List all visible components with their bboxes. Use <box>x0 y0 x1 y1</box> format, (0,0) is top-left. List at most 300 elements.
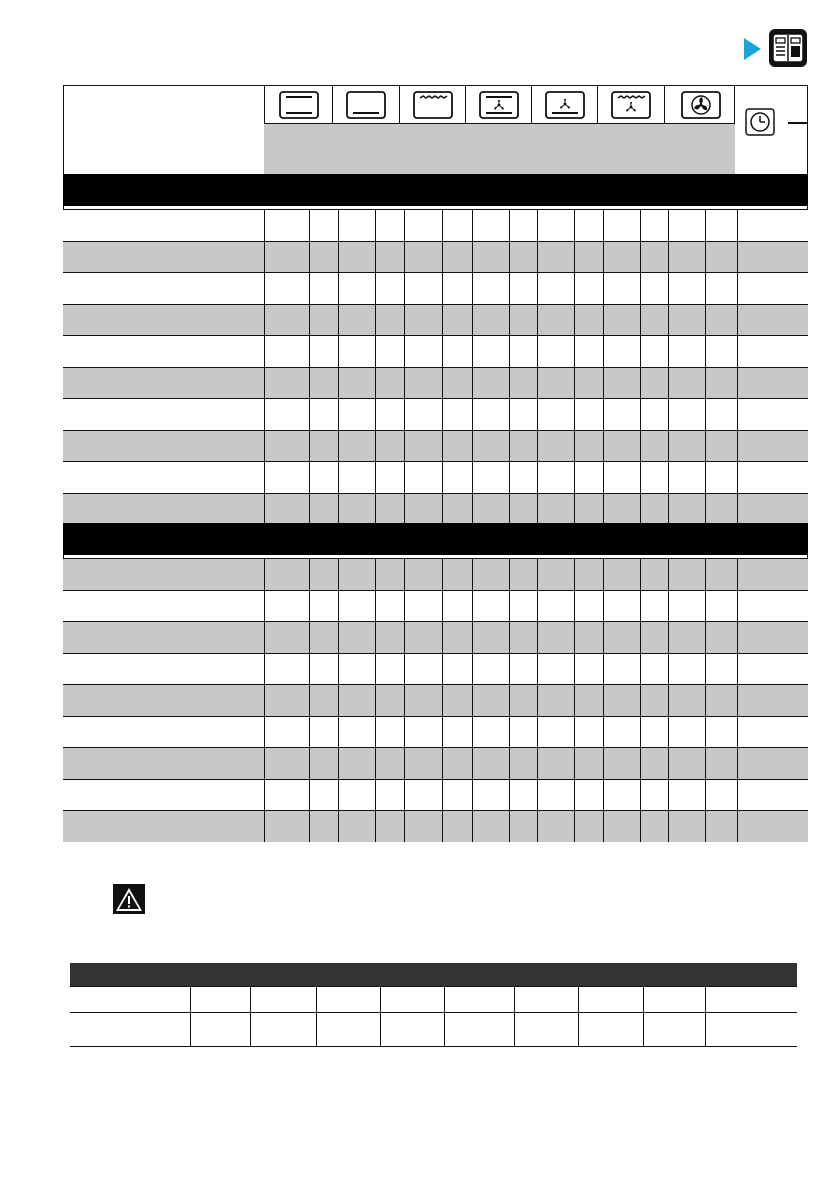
column-divider <box>640 685 641 716</box>
column-divider <box>668 685 669 716</box>
top-heat-fan-icon <box>466 86 532 124</box>
table-row <box>63 590 808 622</box>
column-divider <box>640 336 641 367</box>
column-divider <box>574 654 575 685</box>
column-divider <box>309 336 310 367</box>
column-divider <box>668 748 669 779</box>
column-divider <box>537 748 538 779</box>
column-divider <box>668 273 669 304</box>
column-divider <box>737 242 738 273</box>
column-divider <box>537 591 538 622</box>
clock-icon <box>745 108 775 136</box>
column-divider <box>509 210 510 241</box>
column-divider <box>509 748 510 779</box>
column-divider <box>574 811 575 842</box>
column-divider <box>603 431 604 462</box>
column-divider <box>309 399 310 430</box>
column-divider <box>640 748 641 779</box>
column-divider <box>442 305 443 336</box>
column-divider <box>442 685 443 716</box>
column-divider <box>737 336 738 367</box>
column-divider <box>309 494 310 525</box>
column-divider <box>338 559 339 590</box>
column-divider <box>309 559 310 590</box>
column-divider <box>264 336 265 367</box>
column-divider <box>375 494 376 525</box>
column-divider <box>578 987 579 1012</box>
column-divider <box>264 273 265 304</box>
column-divider <box>737 494 738 525</box>
column-divider <box>737 368 738 399</box>
column-divider <box>264 305 265 336</box>
column-divider <box>640 273 641 304</box>
column-divider <box>668 559 669 590</box>
column-divider <box>603 748 604 779</box>
column-divider <box>668 654 669 685</box>
column-divider <box>603 622 604 653</box>
column-divider <box>338 780 339 811</box>
column-divider <box>603 717 604 748</box>
column-divider <box>472 717 473 748</box>
column-divider <box>404 780 405 811</box>
column-divider <box>375 622 376 653</box>
column-divider <box>705 622 706 653</box>
column-divider <box>668 305 669 336</box>
summary-table-row <box>70 1012 797 1046</box>
column-divider <box>509 494 510 525</box>
column-divider <box>190 987 191 1012</box>
column-divider <box>537 685 538 716</box>
column-divider <box>404 748 405 779</box>
column-divider <box>264 431 265 462</box>
column-divider <box>668 780 669 811</box>
table-row <box>63 398 808 430</box>
column-divider <box>537 811 538 842</box>
column-divider <box>574 462 575 493</box>
column-divider <box>574 273 575 304</box>
column-divider <box>603 336 604 367</box>
column-divider <box>668 368 669 399</box>
column-divider <box>705 368 706 399</box>
column-divider <box>442 748 443 779</box>
column-divider <box>309 717 310 748</box>
column-divider <box>309 242 310 273</box>
column-divider <box>574 622 575 653</box>
column-divider <box>705 717 706 748</box>
column-divider <box>705 242 706 273</box>
column-divider <box>640 462 641 493</box>
column-divider <box>705 494 706 525</box>
column-divider <box>264 685 265 716</box>
column-divider <box>404 399 405 430</box>
column-divider <box>514 987 515 1012</box>
column-divider <box>375 559 376 590</box>
column-divider <box>574 368 575 399</box>
column-divider <box>668 462 669 493</box>
column-divider <box>444 1013 445 1046</box>
column-divider <box>264 368 265 399</box>
column-divider <box>444 987 445 1012</box>
column-divider <box>705 336 706 367</box>
column-divider <box>338 654 339 685</box>
column-divider <box>509 368 510 399</box>
table-row <box>63 684 808 716</box>
column-divider <box>338 811 339 842</box>
column-divider <box>404 654 405 685</box>
column-divider <box>264 622 265 653</box>
column-divider <box>668 210 669 241</box>
column-divider <box>705 811 706 842</box>
warning-triangle-icon <box>113 884 145 914</box>
column-divider <box>264 559 265 590</box>
function-header-band <box>264 123 735 174</box>
column-divider <box>375 748 376 779</box>
column-divider <box>404 591 405 622</box>
column-divider <box>250 987 251 1012</box>
column-divider <box>264 717 265 748</box>
column-divider <box>705 273 706 304</box>
column-divider <box>705 559 706 590</box>
column-divider <box>705 780 706 811</box>
column-divider <box>737 748 738 779</box>
column-divider <box>264 242 265 273</box>
column-divider <box>309 748 310 779</box>
column-divider <box>737 811 738 842</box>
column-divider <box>338 336 339 367</box>
column-divider <box>375 273 376 304</box>
column-divider <box>705 987 706 1012</box>
column-divider <box>537 717 538 748</box>
column-divider <box>514 1013 515 1046</box>
column-divider <box>472 780 473 811</box>
bottom-heat-fan-icon <box>532 86 598 124</box>
column-divider <box>537 273 538 304</box>
column-divider <box>264 399 265 430</box>
column-divider <box>737 305 738 336</box>
column-divider <box>472 591 473 622</box>
column-divider <box>509 685 510 716</box>
column-divider <box>574 399 575 430</box>
column-divider <box>574 336 575 367</box>
column-divider <box>264 494 265 525</box>
column-divider <box>190 1013 191 1046</box>
column-divider <box>309 685 310 716</box>
column-divider <box>375 431 376 462</box>
table-row <box>63 241 808 273</box>
column-divider <box>264 811 265 842</box>
table-row <box>63 430 808 462</box>
column-divider <box>375 462 376 493</box>
summary-table-header <box>70 963 797 986</box>
section-header-bar <box>63 174 808 206</box>
column-divider <box>603 654 604 685</box>
column-divider <box>375 591 376 622</box>
play-arrow-icon[interactable] <box>744 38 761 60</box>
column-divider <box>603 811 604 842</box>
column-divider <box>509 305 510 336</box>
column-divider <box>537 462 538 493</box>
column-divider <box>574 242 575 273</box>
column-divider <box>705 462 706 493</box>
column-divider <box>509 336 510 367</box>
column-divider <box>537 431 538 462</box>
column-divider <box>338 494 339 525</box>
column-divider <box>705 685 706 716</box>
column-divider <box>640 717 641 748</box>
column-divider <box>668 811 669 842</box>
column-divider <box>264 210 265 241</box>
column-divider <box>603 242 604 273</box>
column-divider <box>442 210 443 241</box>
column-divider <box>737 591 738 622</box>
column-divider <box>309 622 310 653</box>
column-divider <box>264 780 265 811</box>
column-divider <box>574 748 575 779</box>
column-divider <box>338 717 339 748</box>
column-divider <box>264 654 265 685</box>
column-divider <box>309 305 310 336</box>
column-divider <box>640 242 641 273</box>
column-divider <box>603 591 604 622</box>
column-divider <box>404 273 405 304</box>
column-divider <box>404 685 405 716</box>
column-divider <box>375 811 376 842</box>
column-divider <box>537 654 538 685</box>
column-divider <box>472 685 473 716</box>
column-divider <box>375 685 376 716</box>
table-row <box>63 779 808 811</box>
column-divider <box>640 559 641 590</box>
column-divider <box>264 591 265 622</box>
column-divider <box>640 654 641 685</box>
column-divider <box>338 462 339 493</box>
column-divider <box>404 717 405 748</box>
column-divider <box>472 494 473 525</box>
column-divider <box>338 305 339 336</box>
column-divider <box>442 780 443 811</box>
column-divider <box>668 242 669 273</box>
column-divider <box>509 399 510 430</box>
column-divider <box>375 305 376 336</box>
column-divider <box>737 780 738 811</box>
column-divider <box>737 685 738 716</box>
table-row <box>63 335 808 367</box>
column-divider <box>640 811 641 842</box>
column-divider <box>509 273 510 304</box>
column-divider <box>472 462 473 493</box>
column-divider <box>309 210 310 241</box>
column-divider <box>705 748 706 779</box>
column-divider <box>640 399 641 430</box>
column-divider <box>574 685 575 716</box>
table-row <box>63 272 808 304</box>
column-divider <box>404 622 405 653</box>
column-divider <box>309 654 310 685</box>
column-divider <box>375 399 376 430</box>
column-divider <box>705 305 706 336</box>
column-divider <box>375 780 376 811</box>
column-divider <box>404 494 405 525</box>
column-divider <box>442 559 443 590</box>
column-divider <box>537 305 538 336</box>
column-divider <box>640 210 641 241</box>
column-divider <box>442 654 443 685</box>
column-divider <box>643 1013 644 1046</box>
column-divider <box>668 399 669 430</box>
column-divider <box>509 654 510 685</box>
column-divider <box>537 368 538 399</box>
column-divider <box>442 494 443 525</box>
grill-fan-icon <box>598 86 665 124</box>
column-divider <box>537 559 538 590</box>
column-divider <box>603 399 604 430</box>
column-divider <box>668 622 669 653</box>
column-divider <box>509 811 510 842</box>
column-divider <box>338 368 339 399</box>
column-divider <box>404 811 405 842</box>
column-divider <box>509 780 510 811</box>
column-divider <box>668 494 669 525</box>
column-divider <box>574 717 575 748</box>
column-divider <box>668 431 669 462</box>
column-divider <box>338 210 339 241</box>
column-divider <box>509 242 510 273</box>
column-divider <box>472 210 473 241</box>
column-divider <box>309 591 310 622</box>
table-row <box>63 716 808 748</box>
column-divider <box>509 622 510 653</box>
column-divider <box>338 622 339 653</box>
column-divider <box>705 591 706 622</box>
column-divider <box>404 210 405 241</box>
column-divider <box>309 273 310 304</box>
table-row <box>63 747 808 779</box>
column-divider <box>603 462 604 493</box>
column-divider <box>705 431 706 462</box>
column-divider <box>574 210 575 241</box>
column-divider <box>338 399 339 430</box>
table-row <box>63 653 808 685</box>
column-divider <box>375 368 376 399</box>
column-divider <box>737 399 738 430</box>
column-divider <box>603 305 604 336</box>
column-divider <box>574 305 575 336</box>
column-divider <box>442 811 443 842</box>
column-divider <box>404 336 405 367</box>
column-divider <box>472 654 473 685</box>
summary-table-row <box>70 986 797 1012</box>
grill-icon <box>400 86 466 124</box>
column-divider <box>705 399 706 430</box>
column-divider <box>537 622 538 653</box>
column-divider <box>537 399 538 430</box>
column-divider <box>643 987 644 1012</box>
column-divider <box>537 780 538 811</box>
column-divider <box>442 591 443 622</box>
table-row <box>63 367 808 399</box>
column-divider <box>737 654 738 685</box>
recipe-book-icon[interactable] <box>768 28 808 68</box>
column-divider <box>640 368 641 399</box>
column-divider <box>640 780 641 811</box>
table-row <box>63 304 808 336</box>
column-divider <box>574 494 575 525</box>
column-divider <box>375 717 376 748</box>
column-divider <box>442 431 443 462</box>
column-divider <box>574 559 575 590</box>
column-divider <box>442 242 443 273</box>
column-divider <box>509 559 510 590</box>
section-header-bar <box>63 523 808 555</box>
table-row <box>63 209 808 241</box>
column-divider <box>705 1013 706 1046</box>
column-divider <box>737 273 738 304</box>
column-divider <box>737 431 738 462</box>
column-divider <box>309 368 310 399</box>
column-divider <box>668 336 669 367</box>
column-divider <box>375 210 376 241</box>
column-divider <box>640 305 641 336</box>
column-divider <box>338 242 339 273</box>
column-divider <box>375 336 376 367</box>
column-divider <box>705 210 706 241</box>
column-divider <box>574 431 575 462</box>
column-divider <box>250 1013 251 1046</box>
column-divider <box>442 462 443 493</box>
column-divider <box>404 368 405 399</box>
column-divider <box>309 811 310 842</box>
column-divider <box>338 431 339 462</box>
column-divider <box>737 462 738 493</box>
column-divider <box>472 811 473 842</box>
column-divider <box>375 654 376 685</box>
column-divider <box>640 591 641 622</box>
column-divider <box>472 305 473 336</box>
table-row <box>63 810 808 842</box>
column-divider <box>338 685 339 716</box>
column-divider <box>640 622 641 653</box>
column-divider <box>264 748 265 779</box>
column-divider <box>404 305 405 336</box>
column-divider <box>442 399 443 430</box>
column-divider <box>316 987 317 1012</box>
column-divider <box>574 591 575 622</box>
column-divider <box>603 273 604 304</box>
column-divider <box>442 717 443 748</box>
column-divider <box>578 1013 579 1046</box>
column-divider <box>705 654 706 685</box>
column-divider <box>737 717 738 748</box>
column-divider <box>640 431 641 462</box>
column-divider <box>442 622 443 653</box>
column-divider <box>442 336 443 367</box>
column-divider <box>509 431 510 462</box>
column-divider <box>442 273 443 304</box>
column-divider <box>472 242 473 273</box>
column-divider <box>472 399 473 430</box>
table-row <box>63 493 808 525</box>
column-divider <box>316 1013 317 1046</box>
table-row <box>63 621 808 653</box>
column-divider <box>509 462 510 493</box>
column-divider <box>737 622 738 653</box>
bottom-heat-icon <box>333 86 400 124</box>
column-divider <box>309 780 310 811</box>
column-divider <box>537 210 538 241</box>
column-divider <box>603 685 604 716</box>
column-divider <box>603 780 604 811</box>
column-divider <box>338 273 339 304</box>
